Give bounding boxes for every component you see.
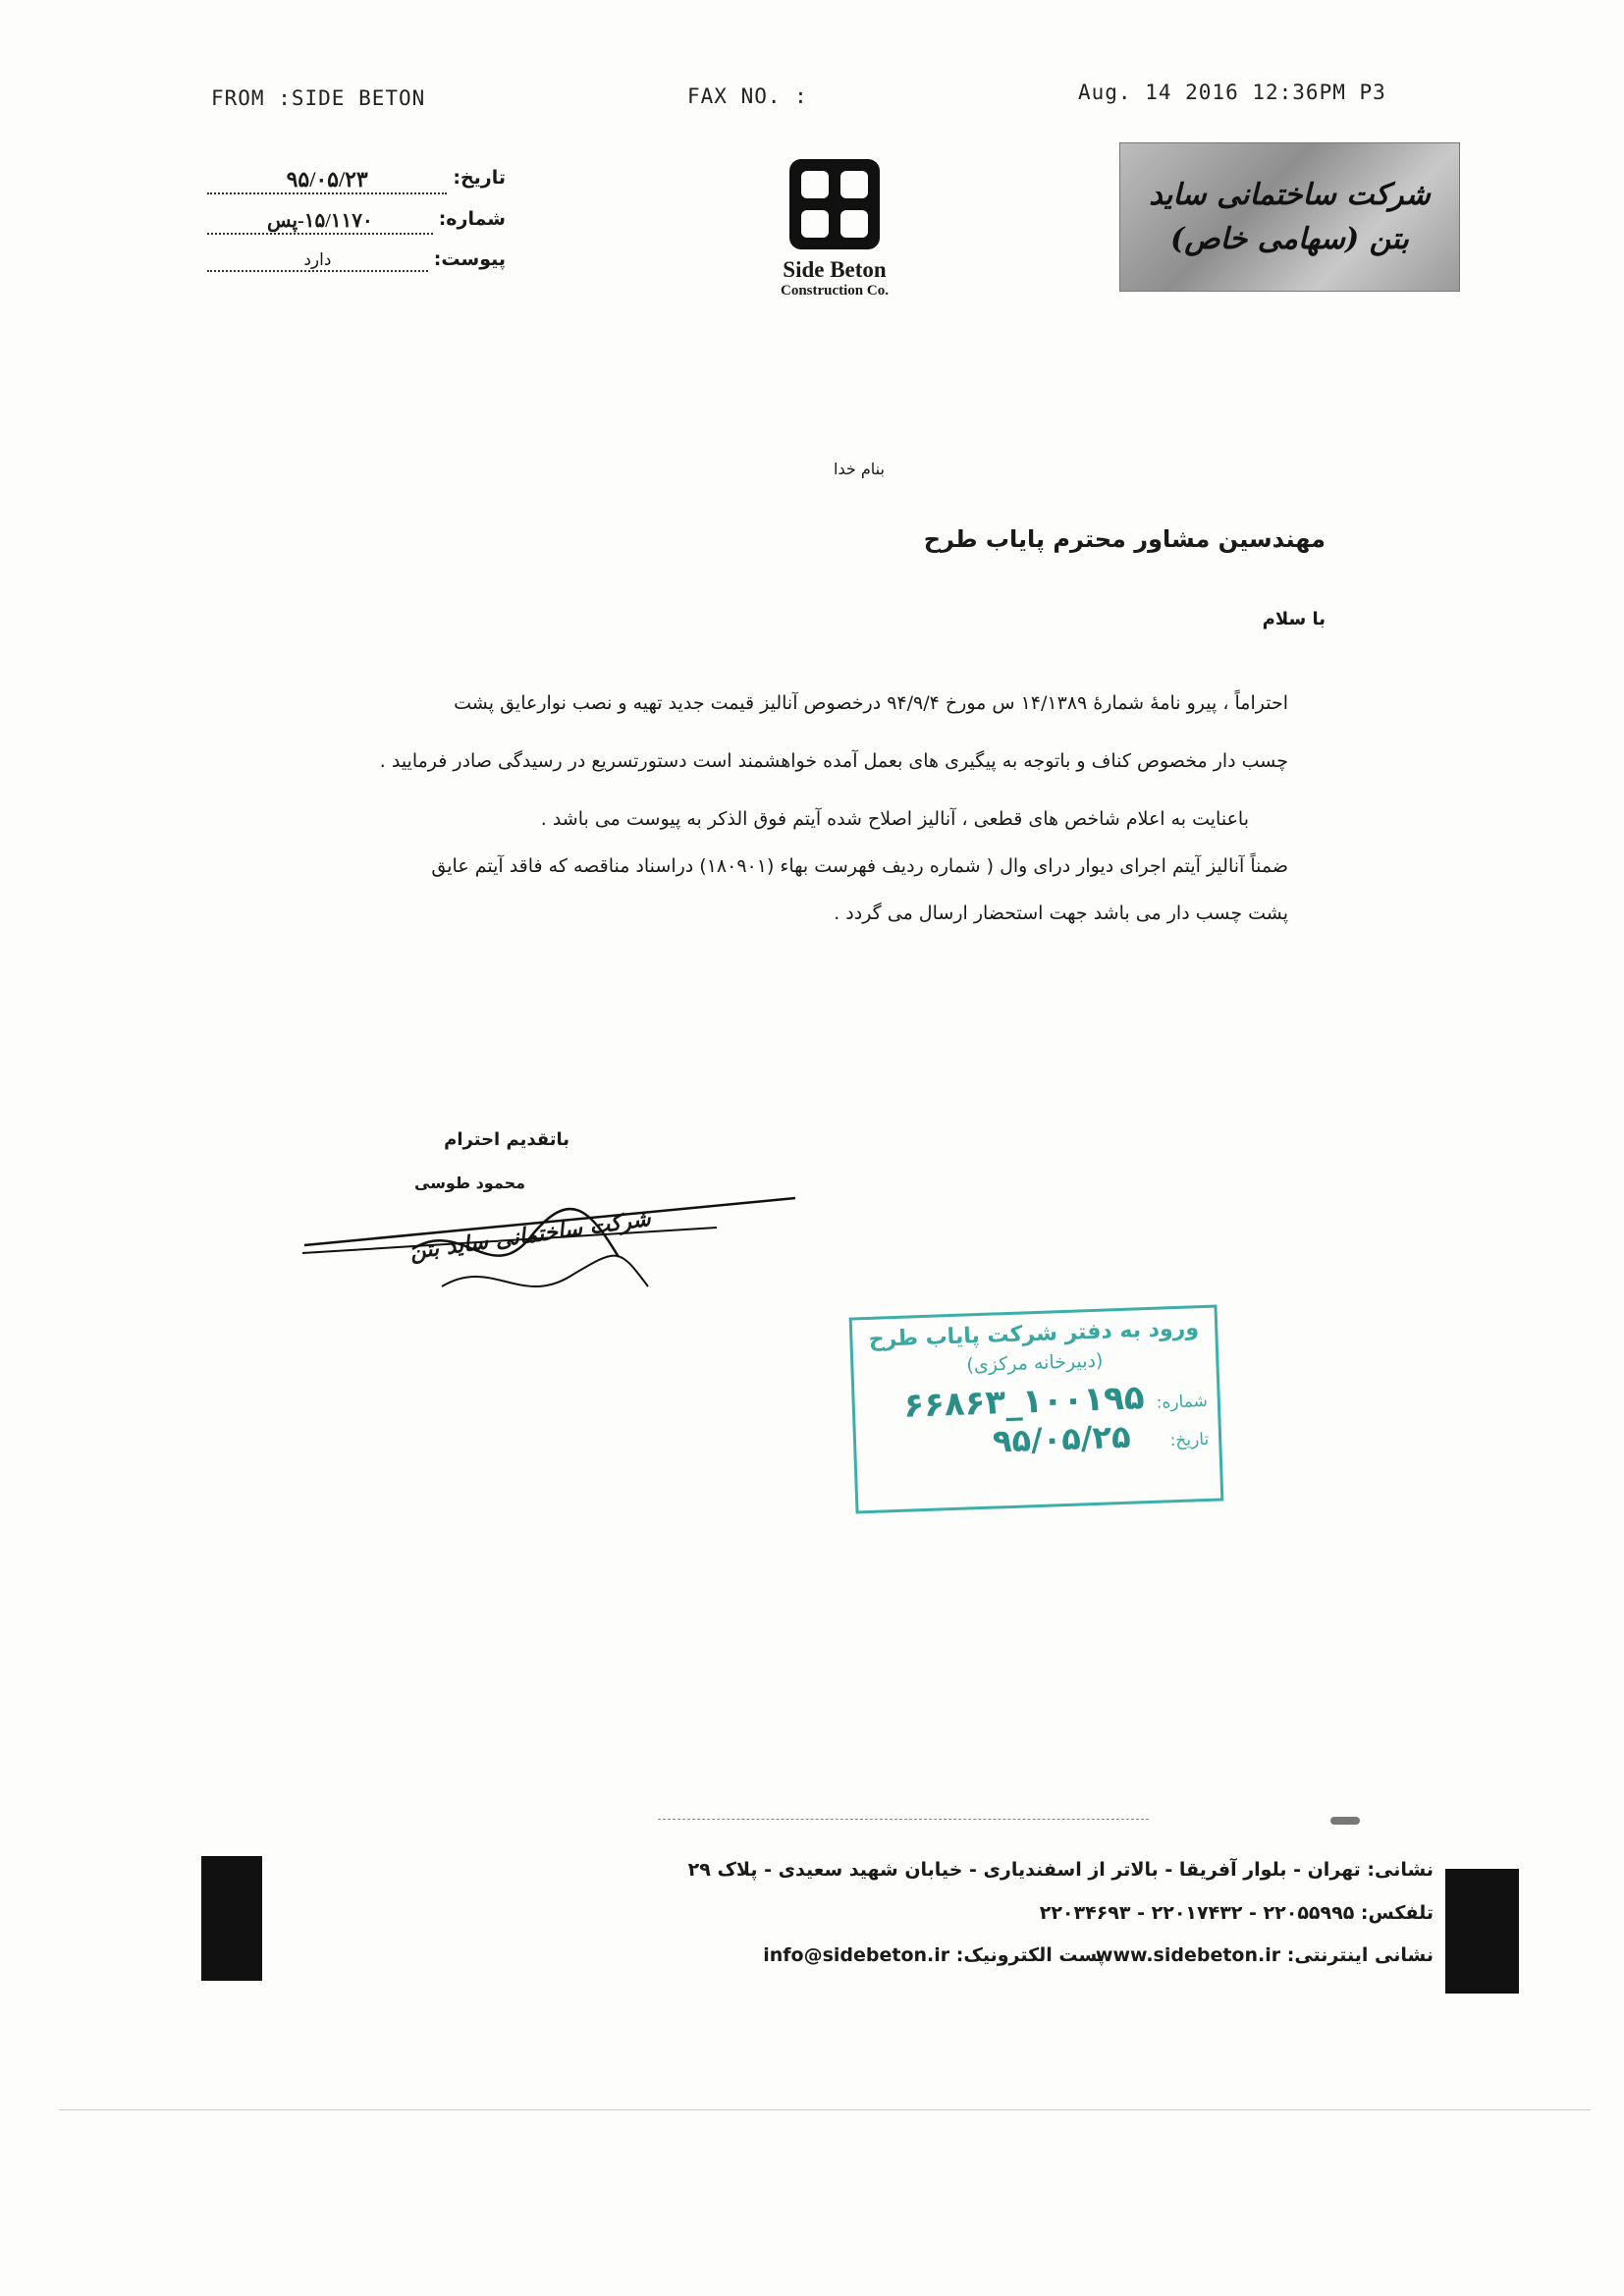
side-beton-logo-icon [787,157,882,251]
date-value: ۹۵/۰۵/۲۳ [286,167,368,191]
attachment-value: دارد [303,250,332,270]
receipt-stamp-subtitle: (دبیرخانه مرکزی) [966,1349,1104,1377]
receipt-number-value: ۱۰۰۱۹۵_۶۶۸۶۳ [902,1378,1146,1426]
footer-right-block [1445,1869,1519,1994]
paragraph-line: باعنایت به اعلام شاخص های قطعی ، آنالیز اصلاح شده آیتم فوق الذکر به پیوست می باشد . [540,808,1249,830]
footer-phone: تلفکس: ۲۲۰۵۵۹۹۵ - ۲۲۰۱۷۴۳۲ - ۲۲۰۳۴۶۹۳ [1039,1902,1434,1924]
number-value: ۱۵/۱۱۷۰-پس [266,210,373,232]
footer-email[interactable]: پست الکترونیک: info@sidebeton.ir [763,1944,1105,1966]
closing: باتقدیم احترام [444,1129,569,1150]
company-logo [746,157,923,300]
date-value-line [207,167,447,194]
recipient: مهندسین مشاور محترم پایاب طرح [923,525,1326,553]
footer-left-block [201,1856,262,1981]
signature-icon [295,1178,805,1316]
receipt-stamp-title: ورود به دفتر شرکت پایاب طرح [868,1316,1200,1352]
attachment-value-line [207,248,428,272]
footer-address: نشانی: تهران - بلوار آفریقا - بالاتر از اسفندیاری - خیابان شهید سعیدی - پلاک ۲۹ [687,1859,1434,1881]
attachment-label: پیوست: [433,248,506,270]
footer-divider [658,1819,1149,1820]
paragraph-line: چسب دار مخصوص کناف و باتوجه به پیگیری های بعمل آمده خواهشمند است دستورتسریع در رسیدگی صادر فرمایید . [379,750,1288,772]
fax-from: FROM :SIDE BETON [211,86,426,110]
signer-company-stamp: شرکت ساختمانی ساید بتن [407,1205,653,1266]
number-label: شماره: [438,208,506,230]
footer-website[interactable]: نشانی اینترنتی: www.sidebeton.ir [1095,1944,1434,1966]
company-seal [1119,142,1460,292]
number-row [201,208,506,235]
logo-subtitle: Construction Co. [780,283,889,299]
receipt-stamp [849,1305,1224,1514]
fax-datetime: Aug. 14 2016 12:36PM P3 [1078,81,1386,104]
meta-fields [201,167,506,272]
greeting: با سلام [1262,609,1326,629]
paragraph-line: پشت چسب دار می باشد جهت استحضار ارسال می گردد . [834,902,1288,924]
logo-name: Side Beton [783,257,887,282]
receipt-number-label: شماره: [1156,1391,1209,1413]
receipt-date-value: ۹۵/۰۵/۲۵ [992,1417,1132,1460]
company-seal-text: شرکت ساختمانی ساید بتن (سهامی خاص) [1149,178,1431,256]
letter-body [379,692,1288,924]
paragraph-line: ضمناً آنالیز آیتم اجرای دیوار درای وال ( شماره ردیف فهرست بهاء (۱۸۰۹۰۱) دراسناد مناقصه که فاقد آیتم عایق [431,855,1288,877]
fax-number: FAX NO. : [687,84,808,108]
footer-mark [1330,1817,1360,1825]
paragraph-line: احتراماً ، پیرو نامهٔ شمارهٔ ۱۴/۱۳۸۹ س مورخ ۹۴/۹/۴ درخصوص آنالیز قیمت جدید تهیه و نصب نوارعایق پشت [454,692,1288,714]
number-value-line [207,208,433,235]
bottom-divider [59,2109,1591,2110]
attachment-row [201,248,506,272]
signer-name: محمود طوسی [414,1174,525,1192]
date-label: تاریخ: [453,167,506,189]
date-row [201,167,506,194]
receipt-date-label: تاریخ: [1169,1429,1210,1451]
invocation: بنام خدا [834,460,885,478]
